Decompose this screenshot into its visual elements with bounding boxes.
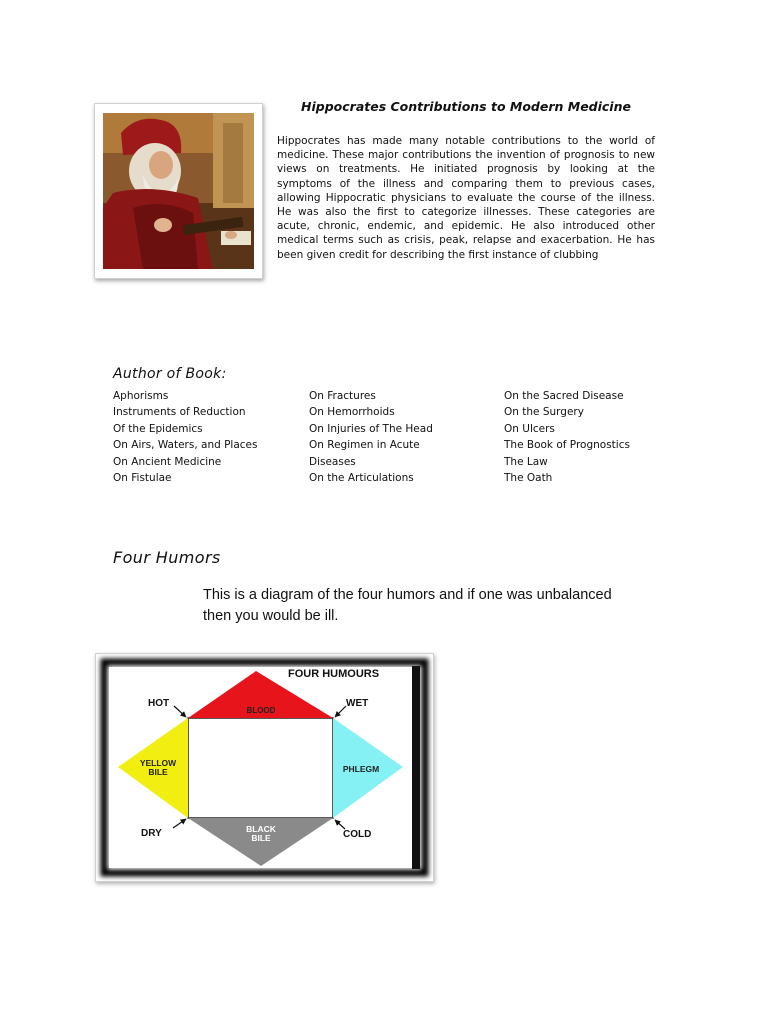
book-item: Aphorisms <box>113 390 169 402</box>
book-item: On Hemorrhoids <box>309 406 395 419</box>
book-item: On the Surgery <box>504 406 584 419</box>
wet-label: WET <box>346 698 369 709</box>
book-item: On Fractures <box>309 390 376 402</box>
book-item: On Fistulae <box>113 472 172 485</box>
phlegm-label: PHLEGM <box>342 764 380 774</box>
book-item: On Airs, Waters, and Places <box>113 439 258 452</box>
black-bile-label-line1: BLACK <box>246 824 276 834</box>
book-item: On the Articulations <box>309 472 414 485</box>
book-item: The Law <box>504 455 548 468</box>
book-item: On Injuries of The Head <box>309 422 433 435</box>
book-list-column-2 <box>309 388 433 486</box>
hot-label: HOT <box>148 698 170 709</box>
book-item: Diseases <box>309 455 356 468</box>
dry-label: DRY <box>141 828 162 839</box>
hippocrates-portrait-image <box>103 113 254 269</box>
books-heading: Author of Book: <box>113 366 227 382</box>
book-item: On Regimen in Acute <box>309 439 420 452</box>
book-item: On Ulcers <box>504 422 555 435</box>
hippocrates-portrait <box>94 103 263 279</box>
four-humours-svg <box>96 654 433 881</box>
intro-paragraph: Hippocrates has made many notable contributions to the world of medicine. These major contributions the invention of prognosis to new views on treatments. He initiated prognosis by looking at the symptoms of the illness and comparing them to previous cases, allowing Hippocratic physicians to evaluate the course of the illness. He was also the first to categorize illnesses. These categories are acute, chronic, endemic, and epidemic. He also introduced other medical terms such as crisis, peak, relapse and exacerbation. He has been given credit for describing the first instance of clubbing <box>277 135 655 261</box>
four-humours-diagram <box>95 653 434 882</box>
book-item: Of the Epidemics <box>113 422 203 435</box>
blood-label: BLOOD <box>246 706 276 715</box>
cold-label: COLD <box>343 829 372 840</box>
book-item: On the Sacred Disease <box>504 390 624 402</box>
center-square <box>188 718 333 818</box>
yellow-bile-label-line2: BILE <box>148 767 168 777</box>
diagram-title: FOUR HUMOURS <box>288 668 380 680</box>
black-bile-label-line2: BILE <box>251 833 271 843</box>
humors-caption: This is a diagram of the four humors and if one was unbalanced then you would be ill. <box>203 587 612 624</box>
book-item: Instruments of Reduction <box>113 406 246 419</box>
book-item: The Oath <box>504 472 553 485</box>
page-title: Hippocrates Contributions to Modern Medicine <box>301 99 631 114</box>
yellow-bile-label-line1: YELLOW <box>139 758 177 768</box>
book-item: The Book of Prognostics <box>504 439 630 452</box>
book-item: On Ancient Medicine <box>113 455 222 468</box>
book-list-column-3 <box>504 388 630 486</box>
humors-heading: Four Humors <box>113 548 221 567</box>
book-list-column-1 <box>113 388 257 486</box>
